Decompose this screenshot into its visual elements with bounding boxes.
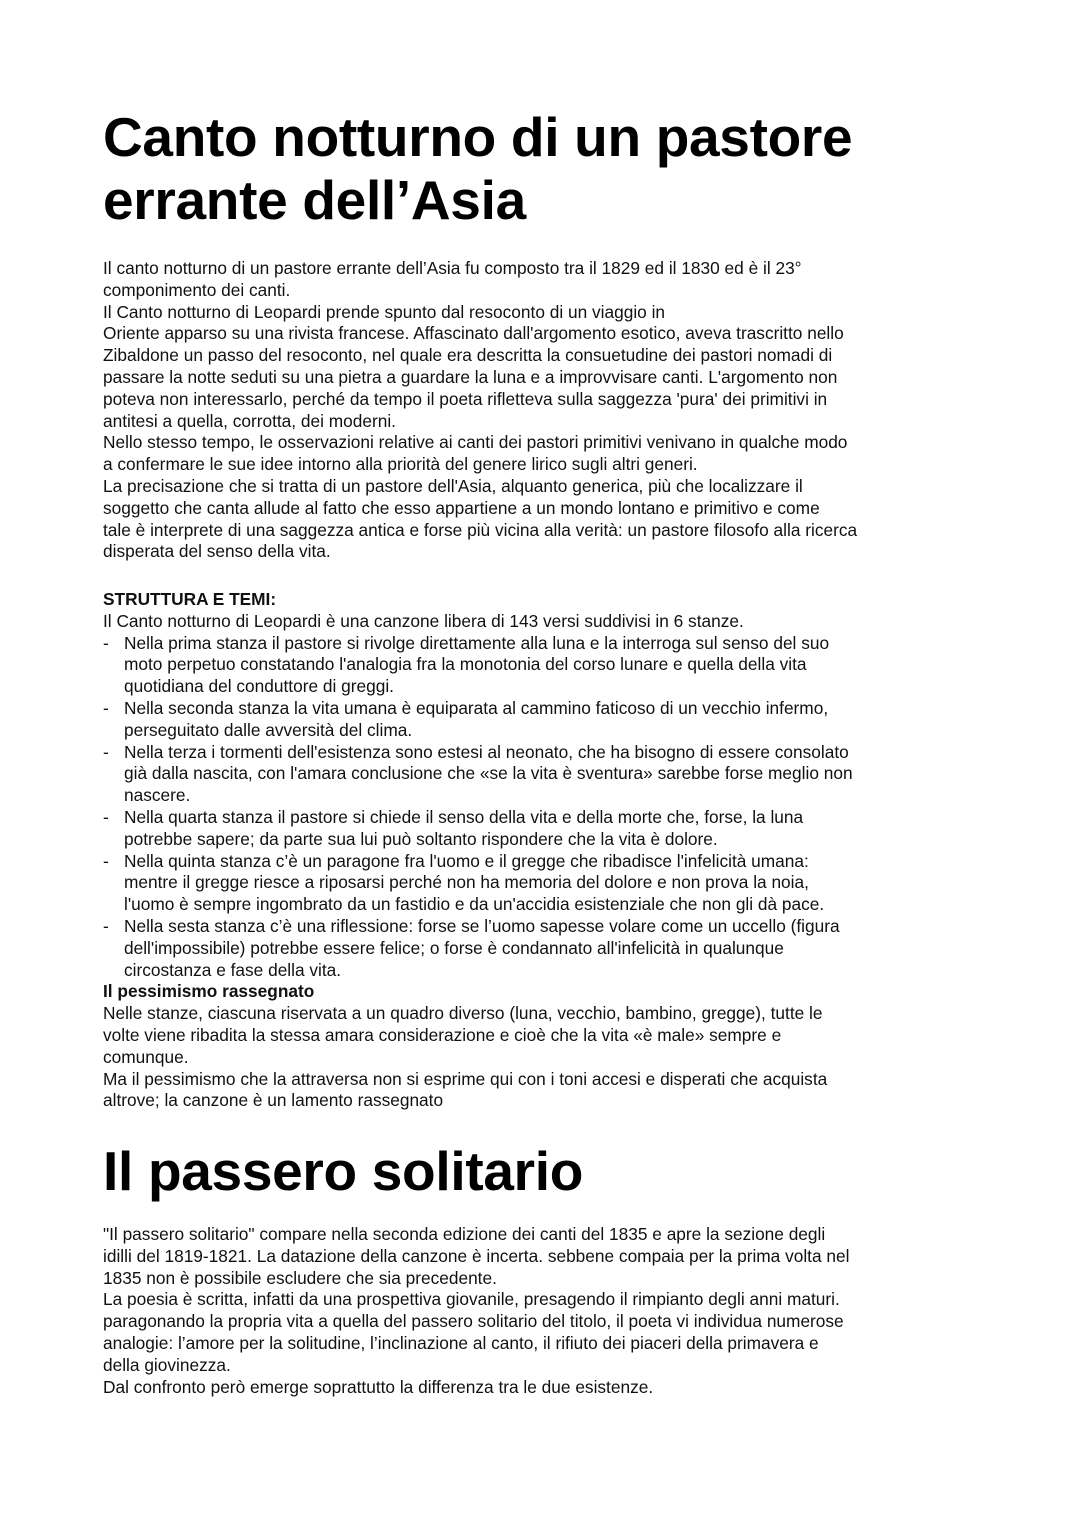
bullet-dash: - (103, 915, 109, 936)
text-line: moto perpetuo constatando l'analogia fra la monotonia del corso lunare e quella della vita (124, 654, 807, 675)
passero-paragraph (103, 1224, 983, 1398)
text-line: 1835 non è possibile escludere che sia precedente. (103, 1267, 497, 1288)
section-title-passero-solitario: Il passero solitario (103, 1140, 584, 1202)
text-line: Dal confronto però emerge soprattutto la differenza tra le due esistenze. (103, 1376, 654, 1397)
text-line: La precisazione che si tratta di un pastore dell'Asia, alquanto generica, più che localizzare il (103, 475, 803, 496)
text-line: soggetto che canta allude al fatto che esso appartiene a un mondo lontano e primitivo e come (103, 497, 820, 518)
text-line: Nella quarta stanza il pastore si chiede il senso della vita e della morte che, forse, la luna (124, 806, 804, 827)
text-line: poteva non interessarlo, perché da tempo il poeta rifletteva sulla saggezza 'pura' dei primitivi in (103, 388, 828, 409)
text-line: circostanza e fase della vita. (124, 959, 342, 980)
text-line: Nella seconda stanza la vita umana è equiparata al cammino faticoso di un vecchio infermo, (124, 697, 829, 718)
text-line: Ma il pessimismo che la attraversa non si esprime qui con i toni accesi e disperati che acquista (103, 1068, 828, 1089)
list-item-stanza-3 (103, 742, 983, 807)
text-line: antitesi a quella, corrotta, dei moderni. (103, 410, 396, 431)
bullet-dash: - (103, 806, 109, 827)
text-line: Nelle stanze, ciascuna riservata a un quadro diverso (luna, vecchio, bambino, gregge), tutte le (103, 1003, 823, 1024)
text-line: idilli del 1819-1821. La datazione della canzone è incerta. sebbene compaia per la prima volta nel (103, 1245, 850, 1266)
list-item-stanza-6 (103, 916, 983, 981)
structure-section (103, 589, 983, 1112)
text-line: tale è interprete di una saggezza antica e forse più vicina alla verità: un pastore filosofo alla ricerca (103, 519, 858, 540)
text-line: della giovinezza. (103, 1354, 231, 1375)
bullet-dash: - (103, 632, 109, 653)
text-line: Nella prima stanza il pastore si rivolge direttamente alla luna e la interroga sul senso del suo (124, 632, 830, 653)
text-line: Il canto notturno di un pastore errante dell’Asia fu composto tra il 1829 ed il 1830 ed è il 23° (103, 258, 802, 278)
text-line: analogie: l’amore per la solitudine, l’inclinazione al canto, il rifiuto dei piaceri della primavera e (103, 1332, 819, 1353)
text-line: componimento dei canti. (103, 279, 291, 300)
text-line: Nella sesta stanza c’è una riflessione: forse se l’uomo sapesse volare come un uccello (figura (124, 915, 840, 936)
structure-intro: Il Canto notturno di Leopardi è una canzone libera di 143 versi suddivisi in 6 stanze. (103, 610, 744, 631)
bullet-dash: - (103, 850, 109, 871)
text-line: altrove; la canzone è un lamento rassegnato (103, 1090, 444, 1111)
pessimism-heading: Il pessimismo rassegnato (103, 981, 315, 1002)
text-line: mentre il gregge riesce a riposarsi perché non ha memoria del dolore e non prova la noia, (124, 872, 809, 893)
text-line: volte viene ribadita la stessa amara considerazione e cioè che la vita «è male» sempre e (103, 1024, 782, 1045)
text-line: perseguitato dalle avversità del clima. (124, 719, 413, 740)
section-title-canto-notturno (103, 106, 983, 232)
bullet-dash: - (103, 697, 109, 718)
intro-paragraph (103, 258, 983, 563)
bullet-dash: - (103, 741, 109, 762)
list-item-stanza-2 (103, 698, 983, 742)
text-line: potrebbe sapere; da parte sua lui può soltanto rispondere che la vita è dolore. (124, 828, 718, 849)
text-line: disperata del senso della vita. (103, 541, 331, 562)
text-line: Il Canto notturno di Leopardi prende spunto dal resoconto di un viaggio in (103, 301, 666, 322)
text-line: Nello stesso tempo, le osservazioni relative ai canti dei pastori primitivi venivano in qualche modo (103, 432, 848, 453)
text-line: paragonando la propria vita a quella del passero solitario del titolo, il poeta vi individua numerose (103, 1311, 844, 1332)
text-line: nascere. (124, 785, 191, 806)
text-line: Nella terza i tormenti dell'esistenza sono estesi al neonato, che ha bisogno di essere consolato (124, 741, 849, 762)
text-line: Oriente apparso su una rivista francese. Affascinato dall'argomento esotico, aveva trascritto nello (103, 323, 844, 344)
title-line: errante dell’Asia (103, 169, 526, 231)
list-item-stanza-1 (103, 633, 983, 698)
text-line: già dalla nascita, con l'amara conclusione che «se la vita è sventura» sarebbe forse meglio non (124, 763, 853, 784)
text-line: dell'impossibile) potrebbe essere felice; o forse è condannato all'infelicità in qualunque (124, 937, 784, 958)
text-line: a confermare le sue idee intorno alla priorità del genere lirico sugli altri generi. (103, 454, 698, 475)
text-line: "Il passero solitario" compare nella seconda edizione dei canti del 1835 e apre la sezione degli (103, 1224, 826, 1244)
text-line: quotidiana del conduttore di greggi. (124, 676, 394, 697)
title-line: Canto notturno di un pastore (103, 106, 853, 168)
text-line: La poesia è scritta, infatti da una prospettiva giovanile, presagendo il rimpianto degli anni maturi. (103, 1289, 840, 1310)
structure-heading: STRUTTURA E TEMI: (103, 589, 277, 609)
list-item-stanza-5 (103, 851, 983, 916)
text-line: passare la notte seduti su una pietra a guardare la luna e a improvvisare canti. L'argomento non (103, 366, 838, 387)
text-line: Nella quinta stanza c’è un paragone fra l'uomo e il gregge che ribadisce l'infelicità umana: (124, 850, 809, 871)
text-line: Zibaldone un passo del resoconto, nel quale era descritta la consuetudine dei pastori nomadi di (103, 345, 833, 366)
text-line: comunque. (103, 1046, 189, 1067)
list-item-stanza-4 (103, 807, 983, 851)
text-line: l'uomo è sempre ingombrato da un fastidio e da un'accidia esistenziale che non gli dà pace. (124, 894, 825, 915)
